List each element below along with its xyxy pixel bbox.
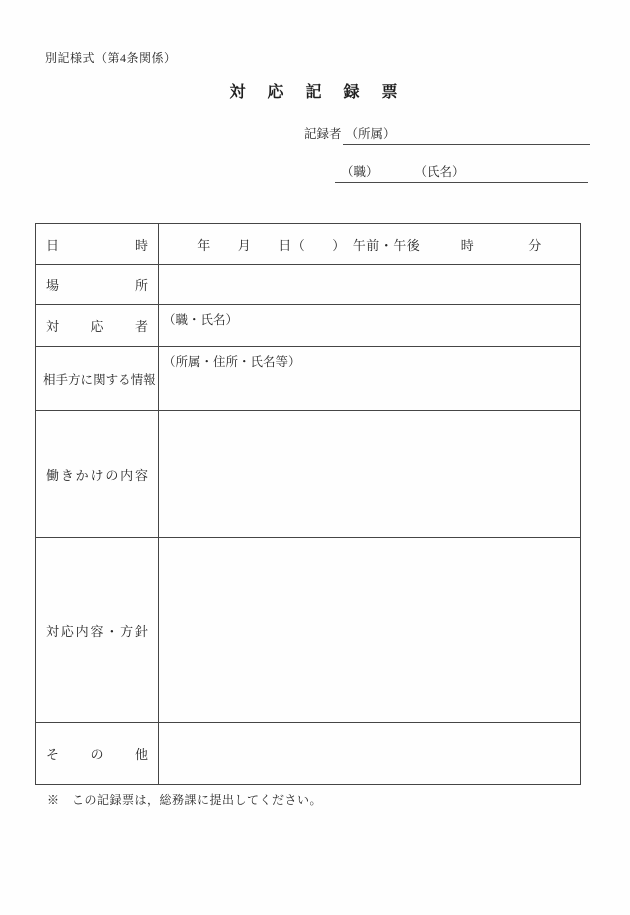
table-row-other xyxy=(36,722,580,784)
row-label-responder-text: 対 応 者 xyxy=(46,319,148,334)
table-row-response-policy xyxy=(36,537,580,722)
row-content-other xyxy=(159,723,580,784)
row-label-counterpart-info-text: 相 手 方 に 関 す る 情 報 xyxy=(43,372,156,387)
row-label-responder xyxy=(36,305,159,346)
recorder-affiliation-field xyxy=(343,124,590,145)
row-label-datetime-text: 日 時 xyxy=(46,237,148,253)
row-label-other-text: そ の 他 xyxy=(46,747,148,762)
table-row-location xyxy=(36,264,580,304)
table-row-approach-content xyxy=(36,410,580,537)
recorder-name-line xyxy=(335,162,588,183)
row-content-location xyxy=(159,265,580,304)
row-label-counterpart-info xyxy=(36,347,159,410)
recorder-label: 記録者 xyxy=(304,127,342,141)
footnote: ※ この記録票は，総務課に提出してください。 xyxy=(47,793,323,807)
counterpart-hint-text: （所属・住所・氏名等） xyxy=(163,355,301,369)
responder-hint-text: （職・氏名） xyxy=(163,313,239,327)
row-content-approach-content xyxy=(159,411,580,537)
form-number: 別記様式（第4条関係） xyxy=(45,51,177,65)
name-label: （氏名） xyxy=(414,165,465,179)
row-label-approach-content-text: 働 き か け の 内 容 xyxy=(46,467,148,483)
position-label: （職） xyxy=(341,165,379,179)
row-content-datetime xyxy=(159,224,580,264)
row-label-response-policy xyxy=(36,538,159,722)
row-label-approach-content xyxy=(36,411,159,537)
row-content-response-policy xyxy=(159,538,580,722)
row-content-responder xyxy=(159,305,580,346)
row-label-other xyxy=(36,723,159,784)
recorder-affiliation-line xyxy=(304,124,590,145)
datetime-template-text: 年 月 日（ ） 午前・午後 時 分 xyxy=(197,237,542,253)
affiliation-label: （所属） xyxy=(345,127,396,141)
row-content-counterpart-info xyxy=(159,347,580,410)
form-title: 対 応 記 録 票 xyxy=(229,84,401,101)
row-label-response-policy-text: 対 応 内 容 ・ 方 針 xyxy=(46,623,148,639)
row-label-location xyxy=(36,265,159,304)
record-table xyxy=(35,223,581,785)
table-row-responder xyxy=(36,304,580,346)
row-label-location-text: 場 所 xyxy=(46,278,148,293)
row-label-datetime xyxy=(36,224,159,264)
recorder-position-name-field xyxy=(335,162,588,183)
table-row-counterpart-info xyxy=(36,346,580,410)
table-row-datetime xyxy=(36,224,580,264)
